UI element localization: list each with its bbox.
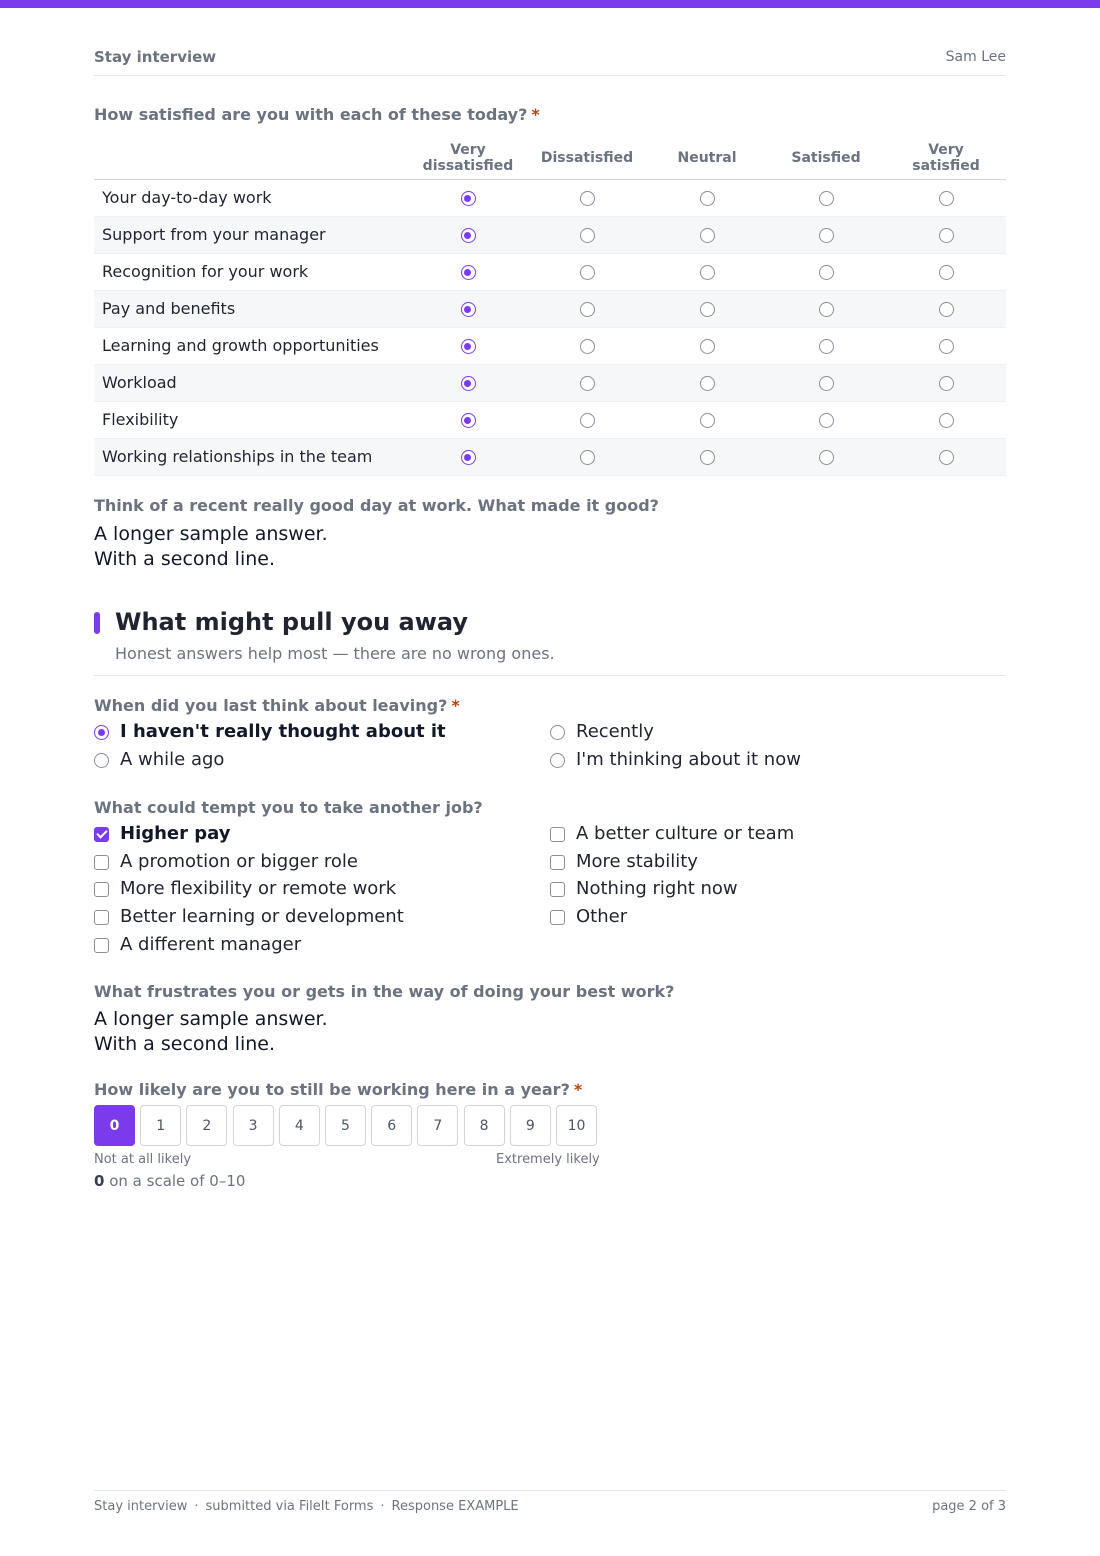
checkbox[interactable]	[94, 882, 109, 897]
matrix-radio-button[interactable]	[700, 228, 715, 243]
matrix-radio-button[interactable]	[461, 265, 476, 280]
matrix-radio-button[interactable]	[700, 339, 715, 354]
column-header-line: Very	[928, 142, 964, 158]
required-mark: *	[531, 105, 540, 124]
scale-option-9[interactable]: 9	[510, 1105, 551, 1146]
matrix-radio-button[interactable]	[700, 191, 715, 206]
checkbox[interactable]	[94, 855, 109, 870]
checkbox[interactable]	[550, 855, 565, 870]
section-subtitle: Honest answers help most — there are no wrong ones.	[115, 644, 555, 663]
matrix-radio-button[interactable]	[580, 339, 595, 354]
matrix-radio-button[interactable]	[819, 376, 834, 391]
scale-option-10[interactable]: 10	[556, 1105, 597, 1146]
option-label: I'm thinking about it now	[576, 749, 801, 770]
matrix-radio-button[interactable]	[939, 191, 954, 206]
footer-separator: ·	[380, 1499, 385, 1514]
frustrates-answer	[94, 1007, 328, 1057]
matrix-radio-button[interactable]	[939, 265, 954, 280]
footer-submitted: submitted via FileIt Forms	[205, 1499, 374, 1514]
matrix-radio-button[interactable]	[700, 302, 715, 317]
footer-separator: ·	[194, 1499, 199, 1514]
matrix-radio-button[interactable]	[580, 265, 595, 280]
answer-line: With a second line.	[94, 1033, 275, 1055]
likely-question-label	[94, 1080, 582, 1099]
matrix-radio-button[interactable]	[461, 339, 476, 354]
option-label: Other	[576, 906, 628, 928]
matrix-header	[94, 136, 1006, 180]
answer-line: With a second line.	[94, 548, 275, 570]
footer-form-name: Stay interview	[94, 1499, 188, 1514]
radio-button[interactable]	[94, 753, 109, 768]
checkbox[interactable]	[94, 827, 109, 842]
matrix-row	[94, 365, 1006, 402]
column-header-text	[677, 150, 736, 166]
scale-option-1[interactable]: 1	[140, 1105, 181, 1146]
good-day-answer	[94, 522, 328, 572]
matrix-radio-button[interactable]	[819, 302, 834, 317]
option-label: A better culture or team	[576, 823, 795, 844]
column-header-line: Dissatisfied	[540, 150, 634, 166]
scale-option-3[interactable]: 3	[233, 1105, 274, 1146]
scale-option-7[interactable]: 7	[417, 1105, 458, 1146]
scale-high-label: Extremely likely	[496, 1152, 600, 1167]
matrix-column-header	[527, 136, 647, 180]
option-label: A promotion or bigger role	[120, 850, 358, 872]
footer-meta	[94, 1499, 519, 1514]
matrix-radio-button[interactable]	[939, 376, 954, 391]
matrix-row-label: Working relationships in the team	[102, 447, 373, 466]
radio-button[interactable]	[550, 753, 565, 768]
matrix-row-label: Flexibility	[102, 410, 179, 429]
scale-value: 0	[94, 1172, 105, 1190]
option-label: More stability	[576, 850, 698, 872]
question-text: When did you last think about leaving?	[94, 696, 448, 715]
page-header	[94, 48, 1006, 76]
option-label: A while ago	[120, 749, 225, 770]
matrix-column-header	[647, 136, 767, 180]
matrix-radio-button[interactable]	[461, 413, 476, 428]
matrix-radio-button[interactable]	[580, 376, 595, 391]
matrix-radio-button[interactable]	[939, 450, 954, 465]
matrix-radio-button[interactable]	[461, 376, 476, 391]
scale-value-suffix: on a scale of 0–10	[109, 1172, 246, 1190]
option-label: I haven't really thought about it	[120, 721, 446, 742]
scale-option-0[interactable]: 0	[94, 1105, 135, 1146]
matrix-radio-button[interactable]	[461, 450, 476, 465]
matrix-radio-button[interactable]	[700, 413, 715, 428]
matrix-radio-button[interactable]	[580, 450, 595, 465]
matrix-radio-button[interactable]	[939, 339, 954, 354]
section-divider	[94, 675, 1006, 676]
scale-option-4[interactable]: 4	[279, 1105, 320, 1146]
matrix-radio-button[interactable]	[461, 302, 476, 317]
column-header-text	[541, 150, 633, 166]
page-number: page 2 of 3	[932, 1499, 1006, 1514]
question-text: How likely are you to still be working here in a year?	[94, 1080, 570, 1099]
respondent-name: Sam Lee	[945, 49, 1006, 65]
column-header-text	[791, 150, 860, 166]
checkbox[interactable]	[94, 938, 109, 953]
matrix-radio-button[interactable]	[580, 413, 595, 428]
answer-line: A longer sample answer.	[94, 523, 328, 545]
column-header-text	[423, 142, 514, 174]
checkbox[interactable]	[550, 827, 565, 842]
tempt-question: What could tempt you to take another job?	[94, 798, 483, 817]
scale-value-summary	[94, 1172, 245, 1190]
matrix-radio-button[interactable]	[819, 265, 834, 280]
matrix-column-header	[886, 136, 1006, 180]
matrix-radio-button[interactable]	[939, 413, 954, 428]
matrix-radio-button[interactable]	[819, 228, 834, 243]
matrix-radio-button[interactable]	[700, 450, 715, 465]
radio-button[interactable]	[550, 725, 565, 740]
section-accent-bar	[94, 612, 100, 634]
column-header-line: Neutral	[677, 150, 737, 166]
option-label: Nothing right now	[576, 878, 738, 900]
scale-option-5[interactable]: 5	[325, 1105, 366, 1146]
option-label: Better learning or development	[120, 906, 404, 928]
matrix-radio-button[interactable]	[939, 302, 954, 317]
column-header-line: satisfied	[912, 158, 980, 174]
matrix-rows	[94, 180, 1006, 476]
question-text: How satisfied are you with each of these today?	[94, 105, 528, 124]
matrix-radio-button[interactable]	[580, 191, 595, 206]
matrix-row	[94, 328, 1006, 365]
matrix-question-label	[94, 105, 540, 124]
required-mark: *	[573, 1080, 583, 1099]
scale-option-8[interactable]: 8	[464, 1105, 505, 1146]
section-title: What might pull you away	[115, 608, 469, 636]
option-label: Recently	[576, 721, 654, 742]
footer-response: Response EXAMPLE	[391, 1499, 519, 1514]
column-header-line: Very	[450, 142, 486, 158]
matrix-row	[94, 254, 1006, 291]
good-day-question: Think of a recent really good day at work. What made it good?	[94, 496, 659, 515]
matrix-row-label: Learning and growth opportunities	[102, 336, 379, 355]
column-header-text	[912, 142, 980, 174]
matrix-radio-button[interactable]	[461, 228, 476, 243]
required-mark: *	[451, 696, 460, 715]
matrix-radio-button[interactable]	[819, 339, 834, 354]
column-header-line: Satisfied	[791, 150, 861, 166]
leaving-question-label	[94, 696, 460, 715]
matrix-row	[94, 402, 1006, 439]
satisfaction-matrix	[94, 136, 1006, 476]
matrix-radio-button[interactable]	[461, 191, 476, 206]
matrix-row-label: Your day-to-day work	[102, 188, 272, 207]
matrix-row-label: Pay and benefits	[102, 299, 236, 318]
matrix-row	[94, 180, 1006, 217]
matrix-row	[94, 217, 1006, 254]
matrix-radio-button[interactable]	[580, 302, 595, 317]
radio-button[interactable]	[94, 725, 109, 740]
frustrates-question: What frustrates you or gets in the way of doing your best work?	[94, 982, 675, 1001]
matrix-radio-button[interactable]	[819, 191, 834, 206]
matrix-column-header	[408, 136, 528, 180]
matrix-radio-button[interactable]	[580, 228, 595, 243]
matrix-row	[94, 439, 1006, 476]
checkbox[interactable]	[94, 910, 109, 925]
matrix-radio-button[interactable]	[819, 413, 834, 428]
matrix-radio-button[interactable]	[819, 450, 834, 465]
checkbox[interactable]	[550, 882, 565, 897]
scale-low-label: Not at all likely	[94, 1152, 192, 1167]
scale-option-6[interactable]: 6	[371, 1105, 412, 1146]
matrix-row	[94, 291, 1006, 328]
matrix-row-label: Workload	[102, 373, 177, 392]
accent-top-bar	[0, 0, 1100, 8]
matrix-radio-button[interactable]	[700, 376, 715, 391]
option-label: Higher pay	[120, 823, 231, 844]
matrix-row-label: Support from your manager	[102, 225, 326, 244]
option-label: A different manager	[120, 933, 302, 955]
option-label: More flexibility or remote work	[120, 878, 397, 900]
matrix-row-label: Recognition for your work	[102, 262, 309, 281]
scale-option-2[interactable]: 2	[186, 1105, 227, 1146]
column-header-line: dissatisfied	[422, 158, 514, 174]
form-title: Stay interview	[94, 48, 217, 66]
matrix-radio-button[interactable]	[939, 228, 954, 243]
matrix-column-header	[766, 136, 886, 180]
answer-line: A longer sample answer.	[94, 1008, 328, 1030]
matrix-radio-button[interactable]	[700, 265, 715, 280]
checkbox[interactable]	[550, 910, 565, 925]
page-footer	[94, 1490, 1006, 1520]
